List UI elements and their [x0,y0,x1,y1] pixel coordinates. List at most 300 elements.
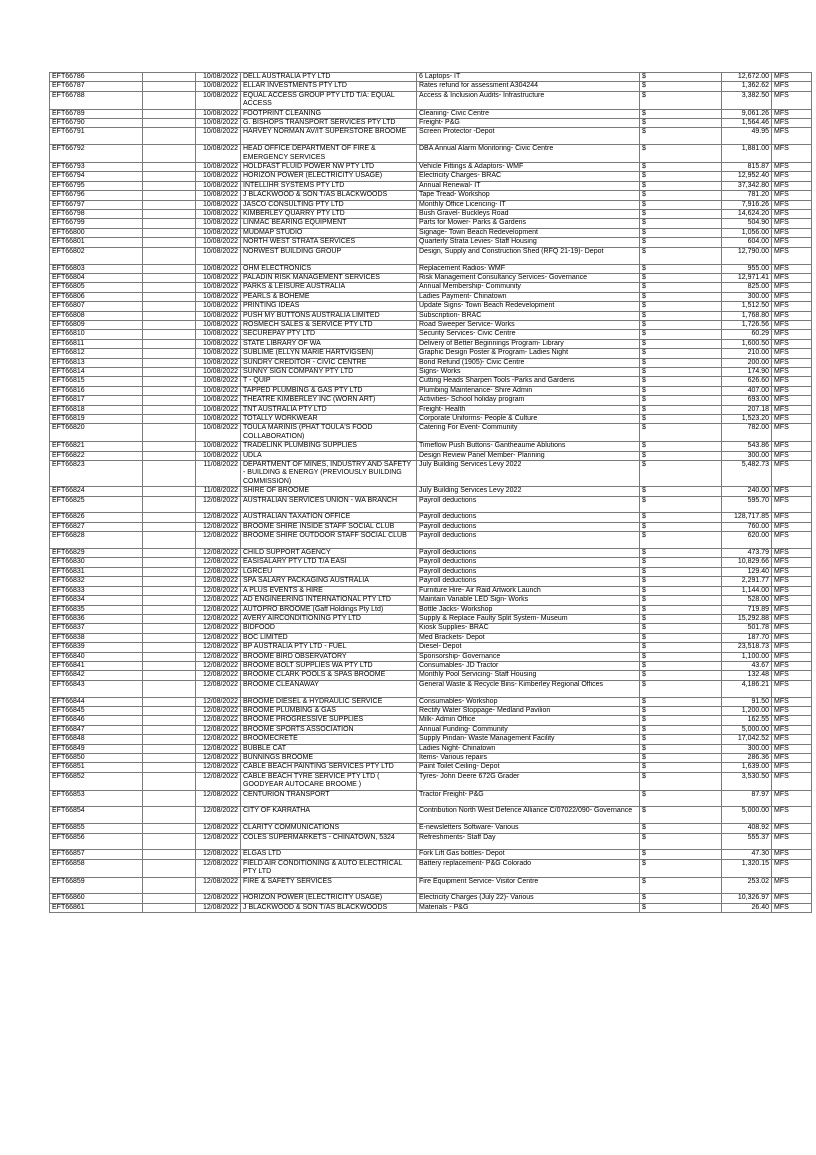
blank-cell [143,451,196,460]
payment-type: MFS [772,367,812,376]
blank-cell [143,496,196,513]
payment-amount: 528.00 [722,596,772,605]
payment-amount: 187.70 [722,633,772,642]
payee-name: HORIZON POWER (ELECTRICITY USAGE) [241,894,417,903]
payee-name: BUBBLE CAT [241,744,417,753]
payment-reference: EFT66805 [50,283,143,292]
payment-date: 12/08/2022 [196,596,241,605]
blank-cell [143,605,196,614]
payment-date: 12/08/2022 [196,716,241,725]
payment-date: 10/08/2022 [196,358,241,367]
payment-reference: EFT66810 [50,330,143,339]
currency-symbol: $ [640,661,722,670]
table-row [50,210,812,219]
payment-date: 10/08/2022 [196,109,241,118]
blank-cell [143,697,196,706]
payment-description: Fire Equipment Service- Visitor Centre [417,877,640,894]
blank-cell [143,680,196,697]
payment-description: Screen Protector -Depot [417,128,640,145]
payment-amount: 10,326.97 [722,894,772,903]
payment-type: MFS [772,442,812,451]
payment-date: 10/08/2022 [196,302,241,311]
payment-type: MFS [772,496,812,513]
table-row [50,82,812,91]
currency-symbol: $ [640,273,722,282]
payee-name: UDLA [241,451,417,460]
table-row [50,753,812,762]
payee-name: TRADELINK PLUMBING SUPPLIES [241,442,417,451]
payment-date: 10/08/2022 [196,415,241,424]
payee-name: BROOME SHIRE INSIDE STAFF SOCIAL CLUB [241,522,417,531]
table-row [50,532,812,549]
payment-reference: EFT66842 [50,671,143,680]
payment-type: MFS [772,228,812,237]
payment-reference: EFT66840 [50,652,143,661]
table-row [50,671,812,680]
payment-reference: EFT66801 [50,238,143,247]
payment-type: MFS [772,163,812,172]
payee-name: BROOME CLEANAWAY [241,680,417,697]
payment-reference: EFT66794 [50,172,143,181]
currency-symbol: $ [640,725,722,734]
payment-type: MFS [772,633,812,642]
payment-reference: EFT66798 [50,210,143,219]
currency-symbol: $ [640,706,722,715]
payment-reference: EFT66802 [50,247,143,264]
table-row [50,586,812,595]
payee-name: SUNDRY CREDITOR - CIVIC CENTRE [241,358,417,367]
payment-type: MFS [772,894,812,903]
currency-symbol: $ [640,790,722,807]
blank-cell [143,513,196,522]
payment-reference: EFT66793 [50,163,143,172]
payment-reference: EFT66859 [50,877,143,894]
payment-reference: EFT66855 [50,824,143,833]
payment-reference: EFT66853 [50,790,143,807]
payment-date: 10/08/2022 [196,191,241,200]
blank-cell [143,577,196,586]
payment-type: MFS [772,903,812,912]
payment-amount: 47.30 [722,850,772,859]
payment-type: MFS [772,91,812,109]
currency-symbol: $ [640,264,722,273]
blank-cell [143,859,196,877]
payment-amount: 5,000.00 [722,807,772,824]
blank-cell [143,753,196,762]
payment-type: MFS [772,513,812,522]
payment-description: Annual Funding- Community [417,725,640,734]
payment-description: Materials - P&G [417,903,640,912]
payment-date: 10/08/2022 [196,264,241,273]
blank-cell [143,349,196,358]
blank-cell [143,172,196,181]
payment-date: 10/08/2022 [196,386,241,395]
payment-reference: EFT66797 [50,200,143,209]
payment-amount: 473.79 [722,549,772,558]
payment-description: Electricity Charges- BRAC [417,172,640,181]
payment-date: 12/08/2022 [196,753,241,762]
blank-cell [143,850,196,859]
payment-amount: 174.90 [722,367,772,376]
currency-symbol: $ [640,377,722,386]
payment-type: MFS [772,790,812,807]
payment-description: Monthly Pool Servicing- Staff Housing [417,671,640,680]
payment-reference: EFT66833 [50,586,143,595]
payment-type: MFS [772,358,812,367]
currency-symbol: $ [640,744,722,753]
payee-name: CENTURION TRANSPORT [241,790,417,807]
payment-type: MFS [772,753,812,762]
payment-amount: 12,952.40 [722,172,772,181]
currency-symbol: $ [640,461,722,487]
currency-symbol: $ [640,219,722,228]
payment-amount: 60.29 [722,330,772,339]
payment-type: MFS [772,596,812,605]
table-row [50,200,812,209]
payment-amount: 693.00 [722,396,772,405]
payment-amount: 5,482.73 [722,461,772,487]
payee-name: HEAD OFFICE DEPARTMENT OF FIRE & EMERGENCY SERVICES [241,145,417,163]
payment-date: 12/08/2022 [196,894,241,903]
currency-symbol: $ [640,652,722,661]
payment-reference: EFT66796 [50,191,143,200]
payment-type: MFS [772,824,812,833]
payment-amount: 1,726.56 [722,320,772,329]
blank-cell [143,833,196,850]
payee-name: DELL AUSTRALIA PTY LTD [241,73,417,82]
blank-cell [143,358,196,367]
payment-description: Bottle Jacks- Workshop [417,605,640,614]
payment-reference: EFT66807 [50,302,143,311]
payment-type: MFS [772,145,812,163]
payee-name: MUDMAP STUDIO [241,228,417,237]
payment-date: 10/08/2022 [196,219,241,228]
blank-cell [143,903,196,912]
payment-reference: EFT66851 [50,763,143,772]
payment-date: 12/08/2022 [196,643,241,652]
payee-name: LINMAC BEARING EQUIPMENT [241,219,417,228]
payment-type: MFS [772,283,812,292]
blank-cell [143,396,196,405]
payment-description: Graphic Design Poster & Program- Ladies Night [417,349,640,358]
payment-amount: 286.36 [722,753,772,762]
payment-description: Access & Inclusion Audits- Infrastructure [417,91,640,109]
payment-amount: 1,100.00 [722,652,772,661]
payee-name: NORTH WEST STRATA SERVICES [241,238,417,247]
payment-description: Freight- Health [417,405,640,414]
payment-date: 12/08/2022 [196,624,241,633]
payment-type: MFS [772,191,812,200]
currency-symbol: $ [640,91,722,109]
payment-amount: 1,639.00 [722,763,772,772]
blank-cell [143,91,196,109]
table-row [50,487,812,496]
payment-reference: EFT66844 [50,697,143,706]
payment-amount: 129.40 [722,567,772,576]
payment-description: Parts for Mower- Parks & Gardens [417,219,640,228]
payment-description: Supply & Replace Faulty Split System- Museum [417,614,640,623]
currency-symbol: $ [640,181,722,190]
payee-name: SHIRE OF BROOME [241,487,417,496]
blank-cell [143,716,196,725]
payment-type: MFS [772,200,812,209]
table-row [50,163,812,172]
blank-cell [143,238,196,247]
payment-amount: 4,186.21 [722,680,772,697]
currency-symbol: $ [640,405,722,414]
payment-type: MFS [772,877,812,894]
payee-name: TAPPED PLUMBING & GAS PTY LTD [241,386,417,395]
payment-amount: 300.00 [722,451,772,460]
payment-date: 10/08/2022 [196,73,241,82]
payment-description: Bond Refund (1905)- Civic Centre [417,358,640,367]
payment-type: MFS [772,119,812,128]
blank-cell [143,706,196,715]
payment-date: 10/08/2022 [196,424,241,442]
payee-name: T - QUIP [241,377,417,386]
payment-description: Med Brackets- Depot [417,633,640,642]
blank-cell [143,894,196,903]
payment-type: MFS [772,386,812,395]
payment-amount: 240.00 [722,487,772,496]
currency-symbol: $ [640,671,722,680]
payment-amount: 2,291.77 [722,577,772,586]
currency-symbol: $ [640,228,722,237]
payment-date: 10/08/2022 [196,163,241,172]
blank-cell [143,73,196,82]
payee-name: HARVEY NORMAN AV/IT SUPERSTORE BROOME [241,128,417,145]
blank-cell [143,109,196,118]
payment-date: 10/08/2022 [196,91,241,109]
payee-name: A PLUS EVENTS & HIRE [241,586,417,595]
payment-amount: 91.50 [722,697,772,706]
payment-amount: 543.86 [722,442,772,451]
payment-amount: 210.00 [722,349,772,358]
blank-cell [143,247,196,264]
payee-name: CLARITY COMMUNICATIONS [241,824,417,833]
payment-type: MFS [772,859,812,877]
payment-amount: 1,320.15 [722,859,772,877]
payee-name: EASISALARY PTY LTD T/A EASI [241,558,417,567]
payment-reference: EFT66820 [50,424,143,442]
table-row [50,273,812,282]
payment-date: 10/08/2022 [196,320,241,329]
payment-date: 12/08/2022 [196,522,241,531]
table-row [50,424,812,442]
table-row [50,349,812,358]
blank-cell [143,339,196,348]
payee-name: OHM ELECTRONICS [241,264,417,273]
currency-symbol: $ [640,850,722,859]
payee-name: SUBLIME (ELLYN MARIE HARTVIGSEN) [241,349,417,358]
payment-amount: 5,000.00 [722,725,772,734]
payment-type: MFS [772,725,812,734]
blank-cell [143,320,196,329]
payment-description: Diesel- Depot [417,643,640,652]
payee-name: FIELD AIR CONDITIONING & AUTO ELECTRICAL PTY LTD [241,859,417,877]
table-row [50,415,812,424]
payment-reference: EFT66861 [50,903,143,912]
payment-type: MFS [772,735,812,744]
payment-date: 10/08/2022 [196,396,241,405]
table-row [50,624,812,633]
payment-reference: EFT66791 [50,128,143,145]
payment-date: 12/08/2022 [196,807,241,824]
payment-description: Fork Lift Gas bottles- Depot [417,850,640,859]
payment-type: MFS [772,181,812,190]
table-row [50,680,812,697]
payment-reference: EFT66828 [50,532,143,549]
payment-date: 10/08/2022 [196,181,241,190]
payment-amount: 162.55 [722,716,772,725]
table-row [50,292,812,301]
payment-date: 12/08/2022 [196,725,241,734]
payment-amount: 3,382.50 [722,91,772,109]
currency-symbol: $ [640,680,722,697]
payee-name: AUSTRALIAN SERVICES UNION - WA BRANCH [241,496,417,513]
currency-symbol: $ [640,119,722,128]
payment-reference: EFT66835 [50,605,143,614]
payment-reference: EFT66847 [50,725,143,734]
payment-description: 6 Laptops- IT [417,73,640,82]
payment-type: MFS [772,833,812,850]
payment-description: Quarterly Strata Levies- Staff Housing [417,238,640,247]
payment-type: MFS [772,405,812,414]
table-row [50,877,812,894]
blank-cell [143,661,196,670]
payment-date: 12/08/2022 [196,735,241,744]
payment-date: 12/08/2022 [196,763,241,772]
blank-cell [143,824,196,833]
currency-symbol: $ [640,339,722,348]
payee-name: BROOMECRETE [241,735,417,744]
blank-cell [143,567,196,576]
payment-description: E-newsletters Software- Various [417,824,640,833]
payment-reference: EFT66813 [50,358,143,367]
blank-cell [143,522,196,531]
payment-description: Catering For Event- Community [417,424,640,442]
currency-symbol: $ [640,487,722,496]
table-row [50,894,812,903]
payment-type: MFS [772,128,812,145]
payment-reference: EFT66825 [50,496,143,513]
payment-amount: 604.00 [722,238,772,247]
table-row [50,725,812,734]
payee-name: BROOME PROGRESSIVE SUPPLIES [241,716,417,725]
payment-date: 12/08/2022 [196,633,241,642]
payment-amount: 132.48 [722,671,772,680]
payments-table-body [50,73,812,913]
payment-reference: EFT66809 [50,320,143,329]
payment-amount: 595.70 [722,496,772,513]
payment-amount: 501.78 [722,624,772,633]
payment-amount: 815.87 [722,163,772,172]
payment-amount: 626.60 [722,377,772,386]
payee-name: BP AUSTRALIA PTY LTD - FUEL [241,643,417,652]
payment-type: MFS [772,614,812,623]
payment-amount: 504.90 [722,219,772,228]
table-row [50,643,812,652]
currency-symbol: $ [640,633,722,642]
payment-amount: 87.97 [722,790,772,807]
payment-amount: 825.00 [722,283,772,292]
payment-reference: EFT66788 [50,91,143,109]
table-row [50,358,812,367]
payment-type: MFS [772,210,812,219]
currency-symbol: $ [640,859,722,877]
payment-description: Risk Management Consultancy Services- Governance [417,273,640,282]
blank-cell [143,614,196,623]
currency-symbol: $ [640,614,722,623]
payment-description: Replacement Radios- WMF [417,264,640,273]
table-row [50,859,812,877]
payment-description: Kiosk Supplies- BRAC [417,624,640,633]
payee-name: BUNNINGS BROOME [241,753,417,762]
currency-symbol: $ [640,367,722,376]
blank-cell [143,725,196,734]
payment-description: Refreshments- Staff Day [417,833,640,850]
payment-date: 10/08/2022 [196,200,241,209]
currency-symbol: $ [640,513,722,522]
payment-date: 10/08/2022 [196,273,241,282]
payment-reference: EFT66812 [50,349,143,358]
payment-date: 10/08/2022 [196,339,241,348]
payment-amount: 782.00 [722,424,772,442]
payee-name: BROOME DIESEL & HYDRAULIC SERVICE [241,697,417,706]
table-row [50,605,812,614]
payment-type: MFS [772,487,812,496]
payee-name: G. BISHOPS TRANSPORT SERVICES PTY LTD [241,119,417,128]
payee-name: TNT AUSTRALIA PTY LTD [241,405,417,414]
payment-description: Furniture Hire- Air Raid Artwork Launch [417,586,640,595]
currency-symbol: $ [640,496,722,513]
table-row [50,311,812,320]
payment-description: Supply Pindan- Waste Management Facility [417,735,640,744]
payment-description: Payroll deductions [417,549,640,558]
payee-name: CHILD SUPPORT AGENCY [241,549,417,558]
payment-amount: 12,971.41 [722,273,772,282]
payment-amount: 1,881.00 [722,145,772,163]
blank-cell [143,442,196,451]
payment-type: MFS [772,661,812,670]
payment-date: 10/08/2022 [196,367,241,376]
blank-cell [143,386,196,395]
payment-description: Corporate Uniforms- People & Culture [417,415,640,424]
payment-date: 12/08/2022 [196,671,241,680]
currency-symbol: $ [640,824,722,833]
payment-reference: EFT66811 [50,339,143,348]
blank-cell [143,191,196,200]
currency-symbol: $ [640,558,722,567]
payment-reference: EFT66837 [50,624,143,633]
payment-amount: 719.89 [722,605,772,614]
table-row [50,522,812,531]
payment-description: Tape Tread- Workshop [417,191,640,200]
payment-type: MFS [772,697,812,706]
table-row [50,716,812,725]
payee-name: NORWEST BUILDING GROUP [241,247,417,264]
payment-type: MFS [772,320,812,329]
blank-cell [143,586,196,595]
payment-date: 10/08/2022 [196,311,241,320]
table-row [50,763,812,772]
payment-date: 10/08/2022 [196,377,241,386]
payment-type: MFS [772,461,812,487]
table-row [50,496,812,513]
payment-reference: EFT66799 [50,219,143,228]
table-row [50,633,812,642]
payment-date: 12/08/2022 [196,680,241,697]
